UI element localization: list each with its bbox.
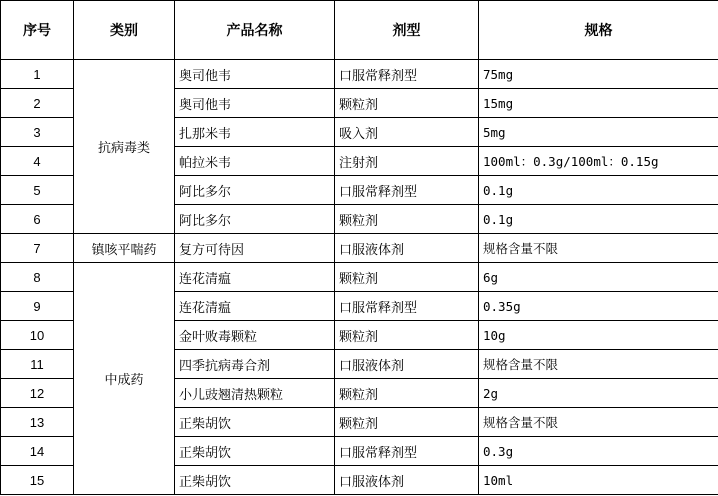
specification: 15mg: [479, 89, 718, 118]
product-name: 小儿豉翘清热颗粒: [175, 379, 335, 408]
row-index: 9: [1, 292, 74, 321]
row-index: 13: [1, 408, 74, 437]
specification: 6g: [479, 263, 718, 292]
row-index: 1: [1, 60, 74, 89]
specification: 0.1g: [479, 176, 718, 205]
product-name: 正柴胡饮: [175, 437, 335, 466]
product-name: 阿比多尔: [175, 176, 335, 205]
specification: 0.3g: [479, 437, 718, 466]
specification: 100ml：0.3g/100ml：0.15g: [479, 147, 718, 176]
dosage-form: 颗粒剂: [335, 89, 479, 118]
specification: 规格含量不限: [479, 350, 718, 379]
category-cell-antiviral: 抗病毒类: [74, 60, 175, 234]
table-row: [1, 60, 718, 89]
dosage-form: 口服常释剂型: [335, 176, 479, 205]
row-index: 14: [1, 437, 74, 466]
specification: 5mg: [479, 118, 718, 147]
product-name: 四季抗病毒合剂: [175, 350, 335, 379]
specification: 0.35g: [479, 292, 718, 321]
dosage-form: 口服液体剂: [335, 234, 479, 263]
row-index: 12: [1, 379, 74, 408]
product-name: 正柴胡饮: [175, 466, 335, 495]
dosage-form: 颗粒剂: [335, 379, 479, 408]
product-name: 金叶败毒颗粒: [175, 321, 335, 350]
row-index: 15: [1, 466, 74, 495]
product-name: 帕拉米韦: [175, 147, 335, 176]
table-body: [1, 60, 718, 495]
product-name: 连花清瘟: [175, 263, 335, 292]
header-form: 剂型: [335, 1, 479, 60]
specification: 75mg: [479, 60, 718, 89]
table-header: [1, 1, 718, 60]
header-row: [1, 1, 718, 60]
row-index: 8: [1, 263, 74, 292]
dosage-form: 注射剂: [335, 147, 479, 176]
row-index: 6: [1, 205, 74, 234]
product-name: 阿比多尔: [175, 205, 335, 234]
specification: 2g: [479, 379, 718, 408]
header-index: 序号: [1, 1, 74, 60]
table-row: [1, 234, 718, 263]
row-index: 2: [1, 89, 74, 118]
dosage-form: 口服常释剂型: [335, 292, 479, 321]
row-index: 3: [1, 118, 74, 147]
header-product: 产品名称: [175, 1, 335, 60]
category-cell-tcm: 中成药: [74, 263, 175, 495]
specification: 规格含量不限: [479, 234, 718, 263]
dosage-form: 口服液体剂: [335, 350, 479, 379]
row-index: 7: [1, 234, 74, 263]
specification: 10g: [479, 321, 718, 350]
header-category: 类别: [74, 1, 175, 60]
dosage-form: 吸入剂: [335, 118, 479, 147]
row-index: 5: [1, 176, 74, 205]
dosage-form: 口服液体剂: [335, 466, 479, 495]
category-cell-antitussive: 镇咳平喘药: [74, 234, 175, 263]
dosage-form: 颗粒剂: [335, 408, 479, 437]
dosage-form: 口服常释剂型: [335, 437, 479, 466]
product-name: 扎那米韦: [175, 118, 335, 147]
row-index: 4: [1, 147, 74, 176]
specification: 规格含量不限: [479, 408, 718, 437]
row-index: 10: [1, 321, 74, 350]
specification: 10ml: [479, 466, 718, 495]
dosage-form: 颗粒剂: [335, 321, 479, 350]
dosage-form: 颗粒剂: [335, 205, 479, 234]
product-name: 复方可待因: [175, 234, 335, 263]
product-name: 正柴胡饮: [175, 408, 335, 437]
product-name: 奥司他韦: [175, 89, 335, 118]
dosage-form: 口服常释剂型: [335, 60, 479, 89]
product-name: 奥司他韦: [175, 60, 335, 89]
dosage-form: 颗粒剂: [335, 263, 479, 292]
specification: 0.1g: [479, 205, 718, 234]
row-index: 11: [1, 350, 74, 379]
product-name: 连花清瘟: [175, 292, 335, 321]
header-spec: 规格: [479, 1, 718, 60]
table-row: [1, 263, 718, 292]
